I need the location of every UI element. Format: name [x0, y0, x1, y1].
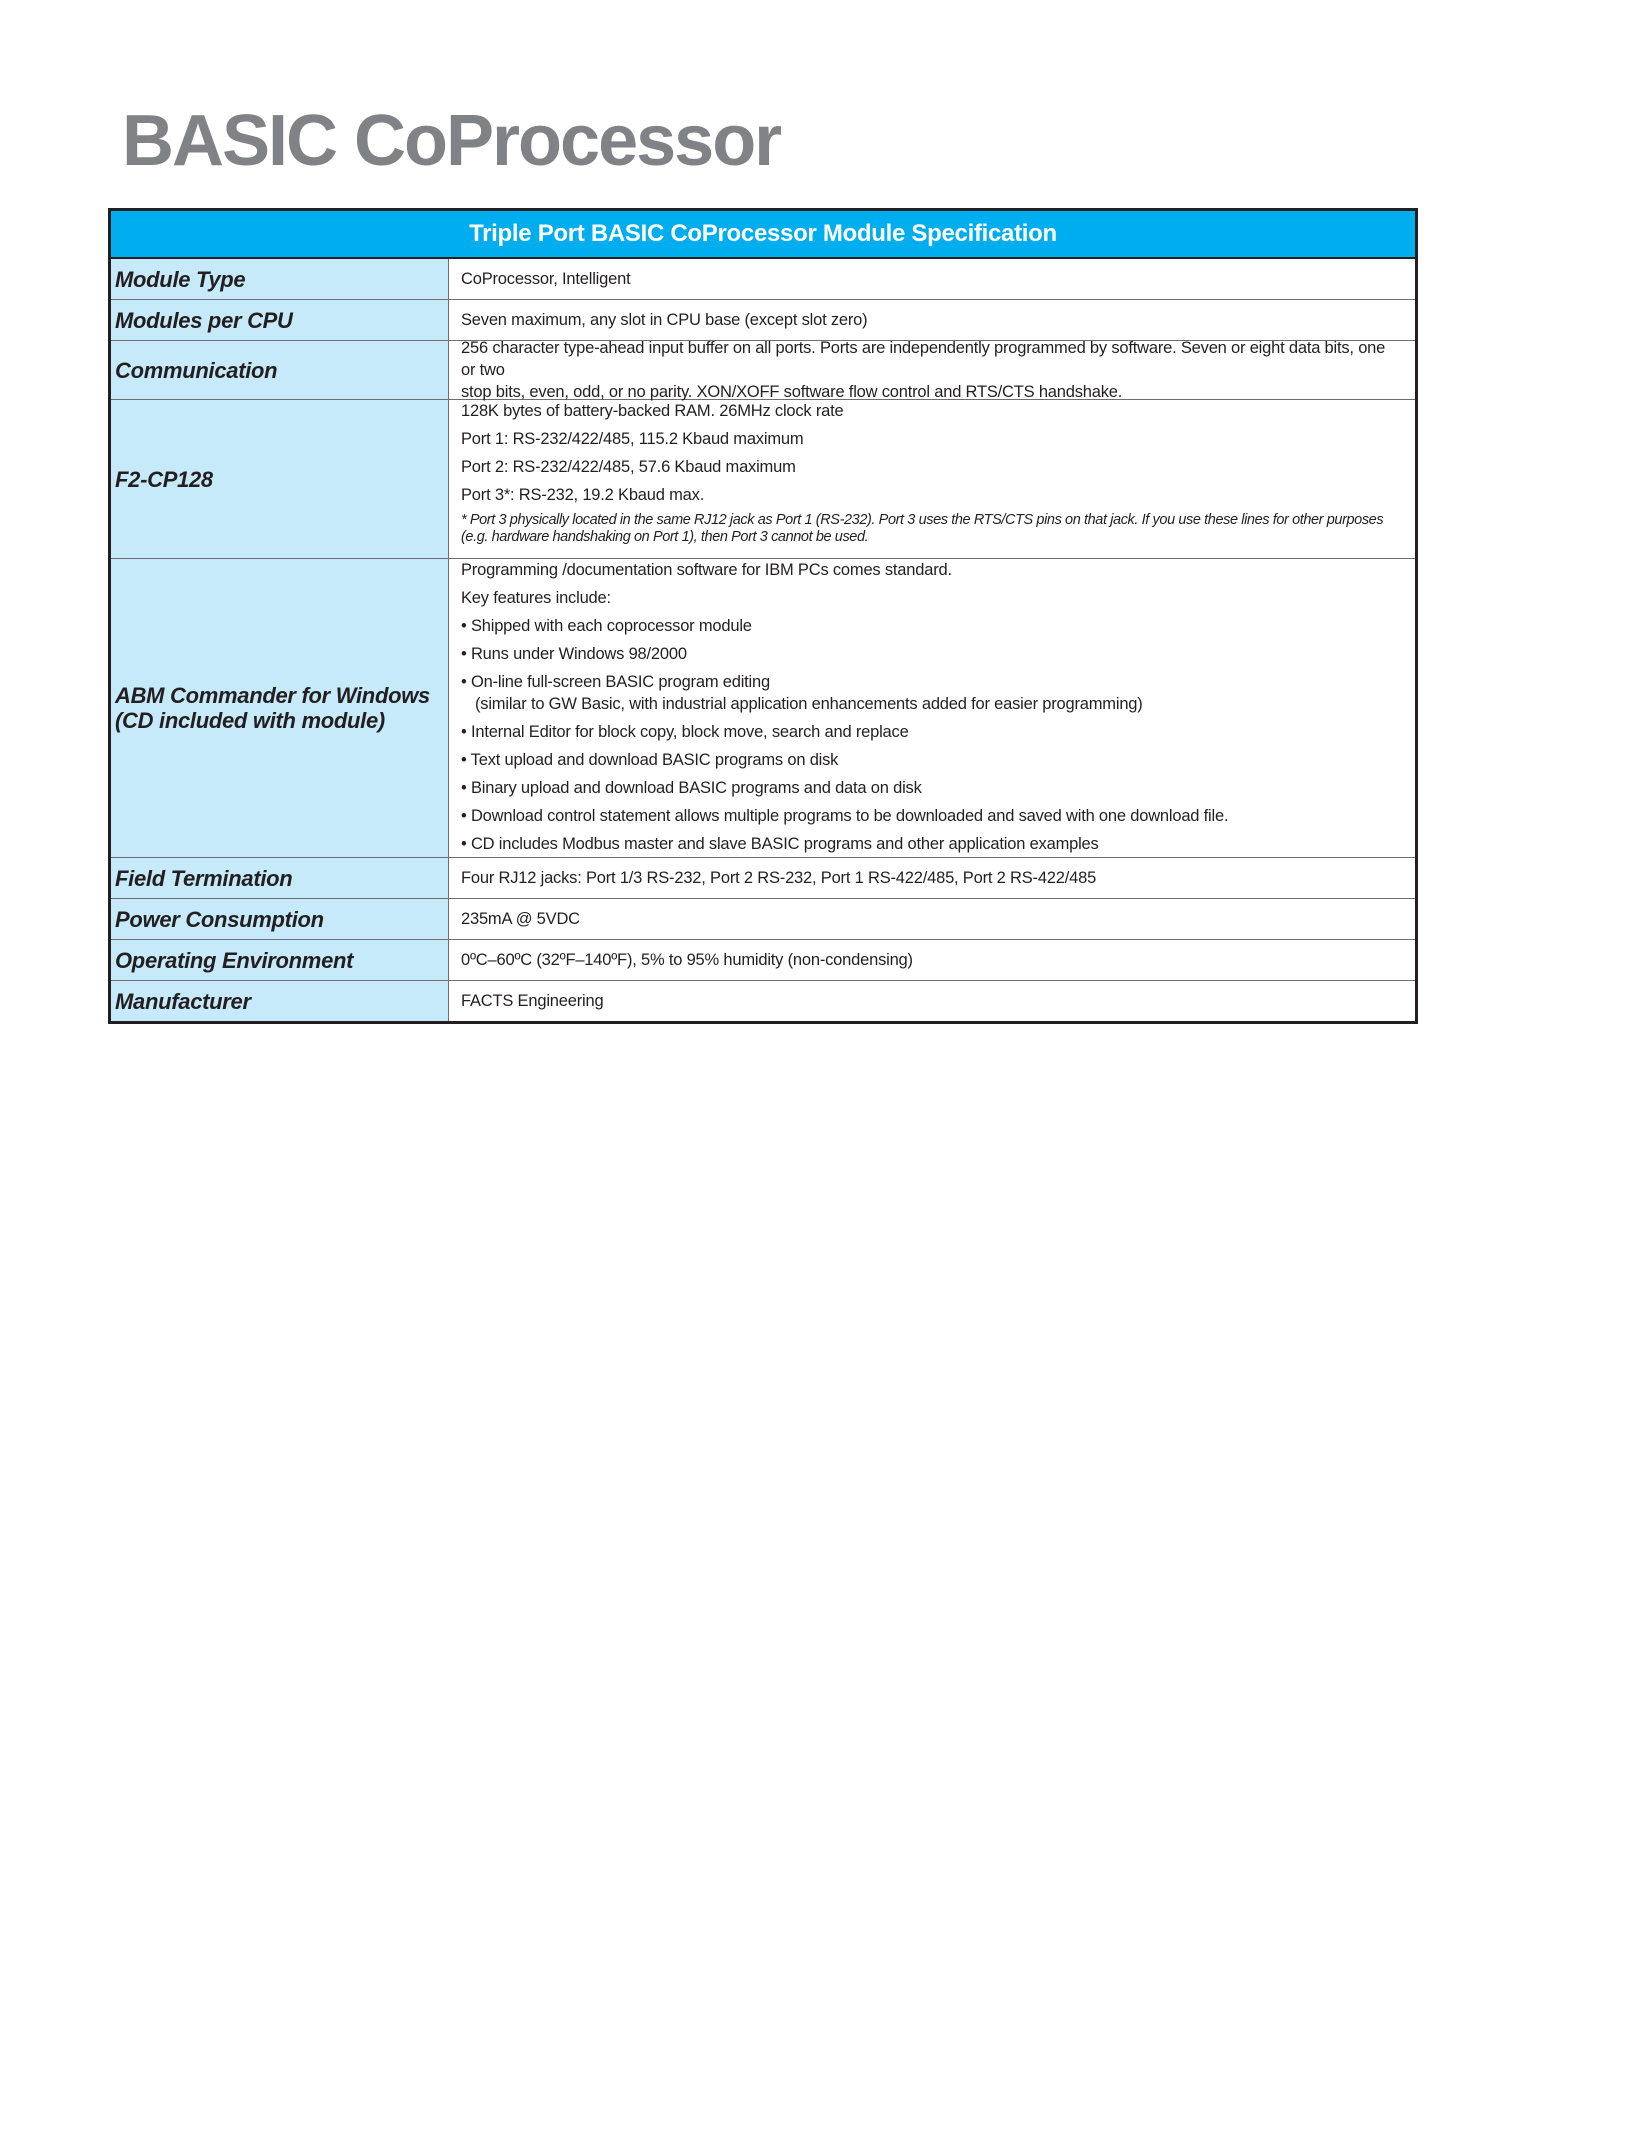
value-line: Key features include: [461, 589, 611, 607]
bullet-item: • Download control statement allows multiple programs to be downloaded and saved with one download file. [461, 807, 1229, 825]
row-label-line: (CD included with module) [115, 708, 385, 733]
value-line: Port 1: RS-232/422/485, 115.2 Kbaud maximum [461, 430, 804, 448]
footnote: * Port 3 physically located in the same RJ12 jack as Port 1 (RS-232). Port 3 uses the RTS/CTS pins on that jack. If you use these lines for other purposes [461, 512, 1384, 528]
row-label: Power Consumption [111, 899, 449, 939]
table-row-operating-environment [111, 940, 1415, 981]
row-value: Seven maximum, any slot in CPU base (except slot zero) [461, 311, 868, 329]
row-value: FACTS Engineering [461, 992, 604, 1010]
table-header: Triple Port BASIC CoProcessor Module Specification [111, 211, 1415, 259]
table-row-power-consumption [111, 899, 1415, 940]
row-label: Manufacturer [111, 981, 449, 1021]
row-label: Modules per CPU [111, 300, 449, 340]
bullet-item: • CD includes Modbus master and slave BASIC programs and other application examples [461, 835, 1099, 853]
bullet-item: • On-line full-screen BASIC program editing [461, 673, 770, 691]
table-row-abm-commander [111, 559, 1415, 858]
value-line: 128K bytes of battery-backed RAM. 26MHz clock rate [461, 402, 844, 420]
row-label: Communication [111, 341, 449, 399]
value-line: 256 character type-ahead input buffer on all ports. Ports are independently programmed by software. Seven or eight data bits, one or two [461, 339, 1386, 379]
row-label: Module Type [111, 259, 449, 299]
value-line: stop bits, even, odd, or no parity. XON/XOFF software flow control and RTS/CTS handshake. [461, 383, 1123, 401]
bullet-item: • Shipped with each coprocessor module [461, 617, 752, 635]
value-line: Programming /documentation software for IBM PCs comes standard. [461, 561, 952, 579]
row-label: Field Termination [111, 858, 449, 898]
row-value [449, 559, 1415, 857]
row-value: 235mA @ 5VDC [461, 910, 580, 928]
table-row-modules-per-cpu [111, 300, 1415, 341]
value-line: Port 2: RS-232/422/485, 57.6 Kbaud maximum [461, 458, 796, 476]
bullet-item: • Internal Editor for block copy, block move, search and replace [461, 723, 909, 741]
row-label: Operating Environment [111, 940, 449, 980]
page-title: BASIC CoProcessor [122, 101, 781, 181]
row-value [449, 341, 1415, 399]
table-row-communication [111, 341, 1415, 400]
bullet-item: • Runs under Windows 98/2000 [461, 645, 687, 663]
bullet-item: • Binary upload and download BASIC programs and data on disk [461, 779, 922, 797]
footnote: (e.g. hardware handshaking on Port 1), then Port 3 cannot be used. [461, 529, 869, 545]
row-label [111, 559, 449, 857]
table-row-module-type [111, 259, 1415, 300]
row-label-line: ABM Commander for Windows [115, 683, 430, 708]
table-row-f2-cp128 [111, 400, 1415, 559]
row-value: 0ºC–60ºC (32ºF–140ºF), 5% to 95% humidity (non-condensing) [461, 951, 913, 969]
value-line: Port 3*: RS-232, 19.2 Kbaud max. [461, 486, 705, 504]
row-label: F2-CP128 [111, 400, 449, 558]
bullet-subtext: (similar to GW Basic, with industrial application enhancements added for easier programming) [475, 695, 1143, 713]
row-value [449, 400, 1415, 558]
table-row-field-termination [111, 858, 1415, 899]
row-value: CoProcessor, Intelligent [461, 270, 631, 288]
row-value: Four RJ12 jacks: Port 1/3 RS-232, Port 2 RS-232, Port 1 RS-422/485, Port 2 RS-422/485 [461, 869, 1097, 887]
table-row-manufacturer [111, 981, 1415, 1021]
bullet-item: • Text upload and download BASIC programs on disk [461, 751, 839, 769]
spec-table [108, 208, 1418, 1024]
